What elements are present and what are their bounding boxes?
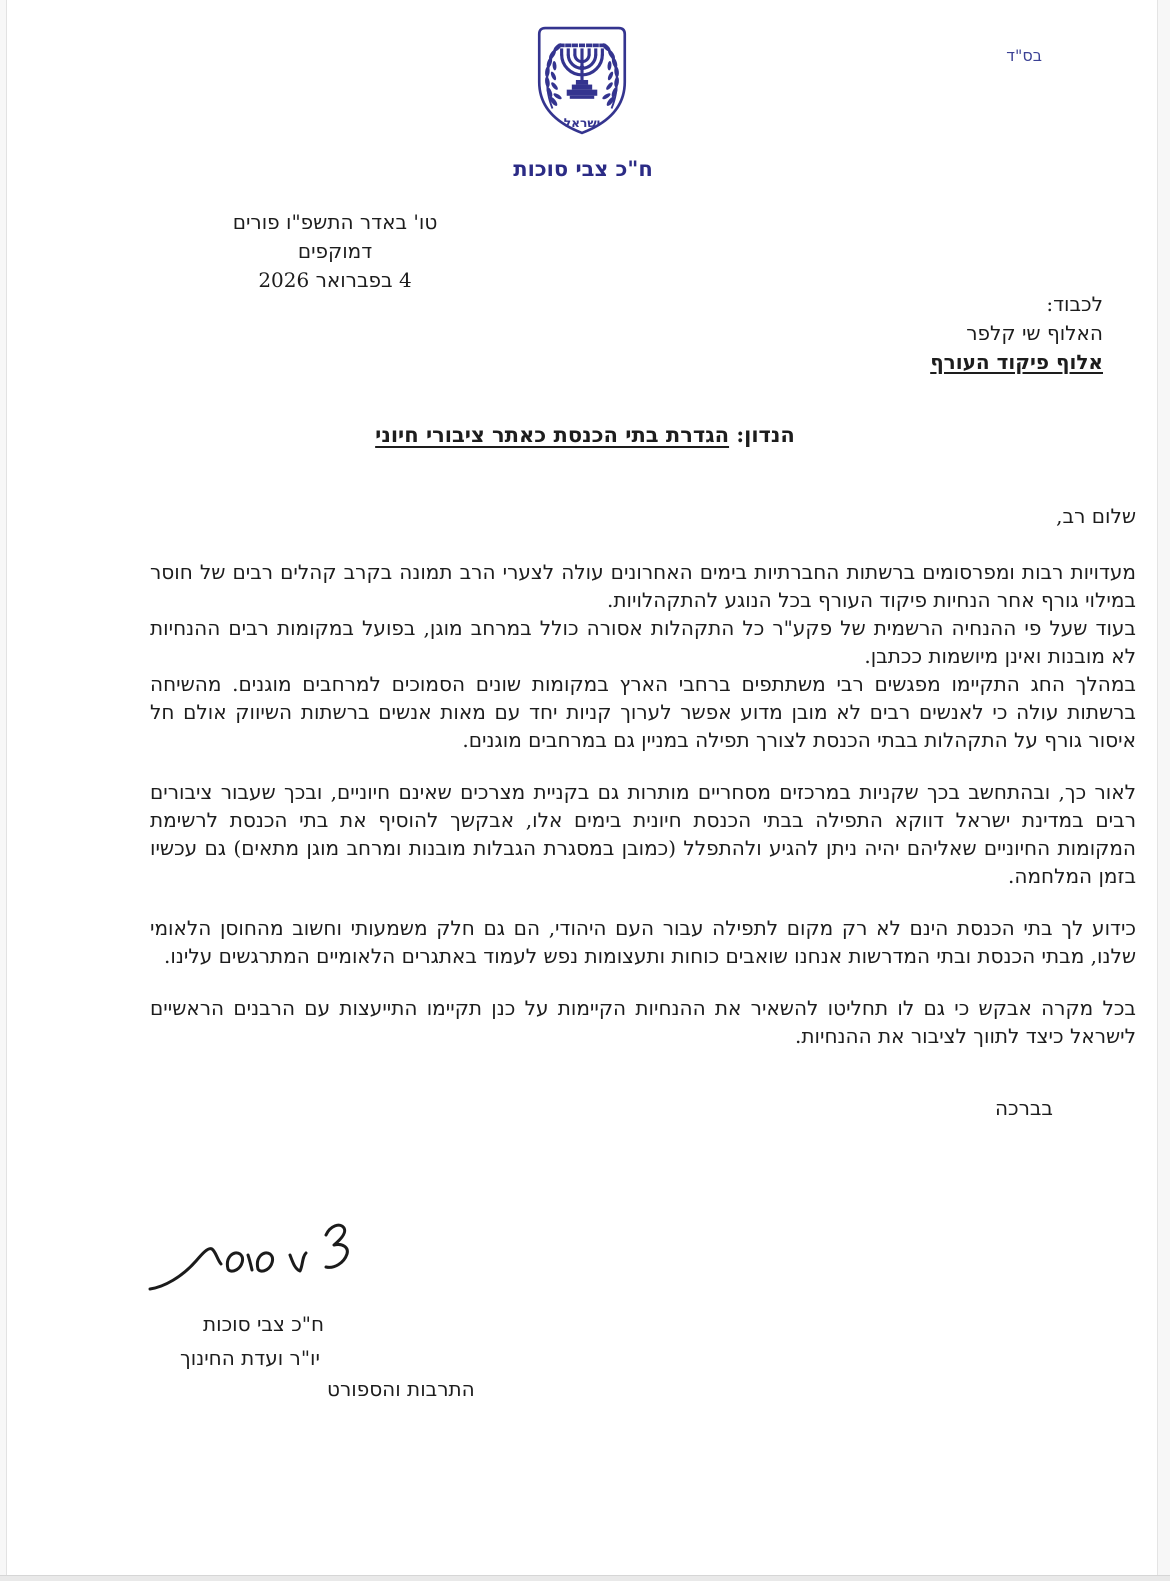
handwritten-signature-icon <box>130 1205 400 1305</box>
body-paragraph: במהלך החג התקיימו מפגשים רבי משתתפים ברחבי הארץ במקומות שונים הסמוכים למרחבים מוגנים. מהשיחה ברשתות עולה כי לאנשים רבים לא מובן מדוע אפשר לערוך קניות יחד עם מאות אנשים ברשתות השיווק אולם חל איסור גורף על התקהלות בבתי הכנסת לצורך תפילה במניין גם במרחבים מוגנים. <box>150 672 1136 752</box>
body-paragraph: בעוד שעל פי ההנחיה הרשמית של פקע"ר כל התקהלות אסורה כולל במרחב מוגן, בפועל במקומות רבים ההנחיות לא מובנות ואינן מיושמות ככתבן. <box>150 616 1136 668</box>
page-edge-right <box>1157 0 1170 1581</box>
hebrew-date-line: טו' באדר התשפ"ו פורים <box>232 210 438 234</box>
israel-state-emblem-icon <box>531 25 633 137</box>
page-edge-bottom <box>0 1575 1170 1581</box>
mk-name-header: ח"כ צבי סוכות <box>513 156 653 181</box>
signatory-role-line2: התרבות והספורט <box>327 1377 475 1401</box>
subject-title: הגדרת בתי הכנסת כאתר ציבורי חיוני <box>375 422 730 447</box>
body-paragraph: כידוע לך בתי הכנסת הינם לא רק מקום לתפילה עבור העם היהודי, הם גם חלק משמעותי וחשוב מהחוסן הלאומי שלנו, מבתי הכנסת ובתי המדרשות אנחנו שואבים כוחות ותעצומות נפש לעמוד באתגרים הלאומיים המתרגשים עלינו. <box>150 916 1136 968</box>
hebrew-date-continuation: דמוקפים <box>297 239 373 263</box>
addressee-salutation: לכבוד: <box>1046 292 1103 316</box>
addressee-block <box>930 290 1103 377</box>
bsd-inscription: בס"ד <box>1006 46 1042 65</box>
body-paragraph: לאור כך, ובהתחשב בכך שקניות במרכזים מסחריים מותרות גם בקניית מצרכים שאינם חיוניים, ובכך שעבור ציבורים רבים במדינת ישראל דווקא התפילה בבתי הכנסת חיונית בימים אלו, אבקשך להוסיף את בתי הכנסת לרשימת המקומות החיוניים שאליהם יהיה ניתן להגיע ולהתפלל (כמובן במסגרת הגבלות מובנות ומרחב מוגן מתאים) גם עכשיו בזמן המלחמה. <box>150 780 1136 888</box>
page-edge-left <box>0 0 7 1581</box>
subject-line <box>0 422 1170 447</box>
body-paragraph: מעדויות רבות ומפרסומים ברשתות החברתיות בימים האחרונים עולה לצערי הרב תמונה בקרב קהלים רבים של חוסר במילוי גורף אחר הנחיות פיקוד העורף בכל הנוגע להתקהלויות. <box>150 560 1136 612</box>
emblem-country-label: ישראל <box>563 115 601 130</box>
date-block <box>178 208 492 295</box>
gregorian-date-line: 4 בפברואר 2026 <box>258 268 412 292</box>
menorah-icon <box>559 44 606 99</box>
signatory-role-line1: יו"ר ועדת החינוך <box>180 1346 320 1370</box>
subject-prefix: הנדון: <box>736 422 795 447</box>
signatory-name: ח"כ צבי סוכות <box>203 1312 325 1336</box>
closing-salutation: בברכה <box>994 1096 1053 1120</box>
body-paragraph: בכל מקרה אבקש כי גם לו תחליטו להשאיר את ההנחיות הקיימות על כנן תקיימו התייעצות עם הרבנים הראשיים לישראל כיצד לתווך לציבור את ההנחיות. <box>150 996 1136 1048</box>
addressee-name: האלוף שי קלפר <box>966 321 1103 345</box>
greeting: שלום רב, <box>1056 504 1136 528</box>
letter-body <box>150 502 1136 1074</box>
addressee-title: אלוף פיקוד העורף <box>930 350 1103 374</box>
